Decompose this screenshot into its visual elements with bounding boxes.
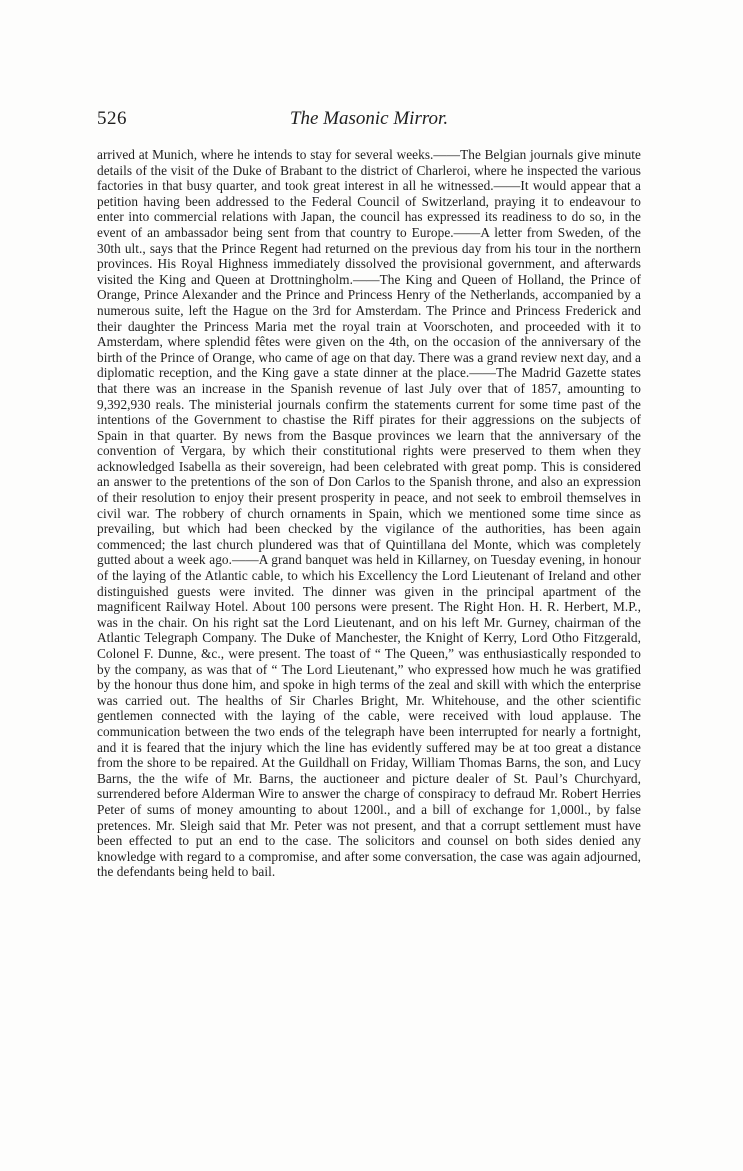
- running-title: The Masonic Mirror.: [289, 108, 449, 129]
- page-number: 526: [97, 108, 127, 129]
- body-paragraph: arrived at Munich, where he intends to stay for several weeks.——The Belgian journals give minute details of the visit of the Duke of Brabant to the district of Charleroi, where he inspected the various factories in that busy quarter, and took great interest in all he witnessed.——It would appear that a petition having been addressed to the Federal Council of Switzerland, praying it to endeavour to enter into commercial relations with Japan, the council has expressed its readiness to do so, in the event of an ambassador being sent from that country to Europe.——A letter from Sweden, of the 30th ult., says that the Prince Regent had returned on the previous day from his tour in the northern provinces. His Royal Highness immediately dissolved the provisional government, and afterwards visited the King and Queen at Drottningholm.——The King and Queen of Holland, the Prince of Orange, Prince Alexander and the Prince and Princess Henry of the Netherlands, accompanied by a numerous suite, left the Hague on the 3rd for Amsterdam. The Prince and Princess Frederick and their daughter the Princess Maria met the royal train at Voorschoten, and proceeded with it to Amsterdam, where splendid fêtes were given on the 4th, on the occasion of the anniversary of the birth of the Prince of Orange, who came of age on that day. There was a grand review next day, and a diplomatic reception, and the King gave a state dinner at the place.——The Madrid Gazette states that there was an increase in the Spanish revenue of last July over that of 1857, amounting to 9,392,930 reals. The ministerial journals confirm the statements current for some time past of the intentions of the Government to chastise the Riff pirates for their aggressions on the subjects of Spain in that quarter. By news from the Basque provinces we learn that the anniversary of the convention of Vergara, by which their constitutional rights were preserved to them when they acknowledged Isabella as their sovereign, had been celebrated with great pomp. This is considered an answer to the pretentions of the son of Don Carlos to the Spanish throne, and also an expression of their resolution to enjoy their present prosperity in peace, and not seek to embroil themselves in civil war. The robbery of church ornaments in Spain, which we mentioned some time since as prevailing, but which had been checked by the vigilance of the authorities, has been again commenced; the last church plundered was that of Quintillana del Monte, which was completely gutted about a week ago.——A grand banquet was held in Killarney, on Tuesday evening, in honour of the laying of the Atlantic cable, to which his Excellency the Lord Lieutenant of Ireland and other distinguished guests were invited. The dinner was given in the principal apartment of the magnificent Railway Hotel. About 100 persons were present. The Right Hon. H. R. Herbert, M.P., was in the chair. On his right sat the Lord Lieutenant, and on his left Mr. Gurney, chairman of the Atlantic Telegraph Company. The Duke of Manchester, the Knight of Kerry, Lord Otho Fitzgerald, Colonel F. Dunne, &c., were present. The toast of “ The Queen,” was enthusiastically responded to by the company, as was that of “ The Lord Lieutenant,” who expressed how much he was gratified by the honour thus done him, and spoke in high terms of the zeal and skill with which the enterprise was carried out. The healths of Sir Charles Bright, Mr. Whitehouse, and the other scientific gentlemen connected with the laying of the cable, were received with loud applause. The communication between the two ends of the telegraph have been interrupted for nearly a fortnight, and it is feared that the injury which the line has evidently suffered may be at too great a distance from the shore to be repaired. At the Guildhall on Friday, William Thomas Barns, the son, and Lucy Barns, the the wife of Mr. Barns, the auctioneer and picture dealer of St. Paul’s Churchyard, surrendered before Alderman Wire to answer the charge of conspiracy to defraud Mr. Robert Herries Peter of sums of money amounting to about 1200l., and a bill of exchange for 1,000l., by false pretences. Mr. Sleigh said that Mr. Peter was not present, and that a corrupt settlement must have been effected to put an end to the case. The solicitors and counsel on both sides denied any knowledge with regard to a compromise, and after some conversation, the case was again adjourned, the defendants being held to bail.: [97, 147, 641, 880]
- page-header: [97, 108, 641, 132]
